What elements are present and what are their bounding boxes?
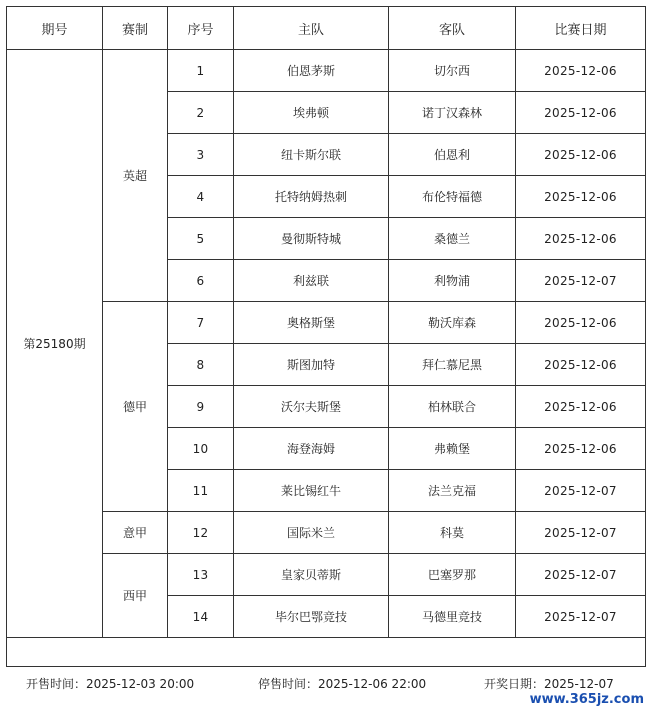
open-time: 开售时间：2025-12-03 20:00 bbox=[26, 677, 195, 691]
match-no: 5 bbox=[168, 218, 234, 260]
home-team: 埃弗顿 bbox=[234, 92, 389, 134]
match-date: 2025-12-06 bbox=[516, 50, 646, 92]
away-team: 桑德兰 bbox=[389, 218, 516, 260]
match-date: 2025-12-06 bbox=[516, 386, 646, 428]
home-team: 斯图加特 bbox=[234, 344, 389, 386]
away-team: 拜仁慕尼黑 bbox=[389, 344, 516, 386]
match-no: 4 bbox=[168, 176, 234, 218]
match-no: 6 bbox=[168, 260, 234, 302]
match-no: 2 bbox=[168, 92, 234, 134]
match-no: 12 bbox=[168, 512, 234, 554]
home-team: 国际米兰 bbox=[234, 512, 389, 554]
away-team: 柏林联合 bbox=[389, 386, 516, 428]
close-time: 停售时间：2025-12-06 22:00 bbox=[258, 677, 427, 691]
home-team: 毕尔巴鄂竞技 bbox=[234, 596, 389, 638]
header-date: 比赛日期 bbox=[516, 7, 646, 50]
site-watermark: www.365jz.com bbox=[529, 692, 644, 707]
match-no: 1 bbox=[168, 50, 234, 92]
league-cell-la-liga: 西甲 bbox=[103, 554, 168, 638]
header-home: 主队 bbox=[234, 7, 389, 50]
match-date: 2025-12-06 bbox=[516, 428, 646, 470]
match-date: 2025-12-07 bbox=[516, 470, 646, 512]
league-cell-serie-a: 意甲 bbox=[103, 512, 168, 554]
away-team: 法兰克福 bbox=[389, 470, 516, 512]
away-team: 布伦特福德 bbox=[389, 176, 516, 218]
home-team: 皇家贝蒂斯 bbox=[234, 554, 389, 596]
match-date: 2025-12-06 bbox=[516, 218, 646, 260]
match-no: 8 bbox=[168, 344, 234, 386]
away-team: 诺丁汉森林 bbox=[389, 92, 516, 134]
match-date: 2025-12-06 bbox=[516, 176, 646, 218]
issue-cell: 第25180期 bbox=[7, 50, 103, 638]
away-team: 利物浦 bbox=[389, 260, 516, 302]
table-row bbox=[7, 50, 646, 92]
away-team: 巴塞罗那 bbox=[389, 554, 516, 596]
match-date: 2025-12-06 bbox=[516, 344, 646, 386]
match-date: 2025-12-06 bbox=[516, 302, 646, 344]
match-no: 3 bbox=[168, 134, 234, 176]
match-no: 13 bbox=[168, 554, 234, 596]
match-date: 2025-12-07 bbox=[516, 596, 646, 638]
table-row bbox=[7, 554, 646, 596]
home-team: 托特纳姆热刺 bbox=[234, 176, 389, 218]
away-team: 弗赖堡 bbox=[389, 428, 516, 470]
match-no: 11 bbox=[168, 470, 234, 512]
match-date: 2025-12-07 bbox=[516, 512, 646, 554]
away-team: 伯恩利 bbox=[389, 134, 516, 176]
blank-cell bbox=[7, 638, 646, 667]
match-no: 10 bbox=[168, 428, 234, 470]
match-no: 14 bbox=[168, 596, 234, 638]
away-team: 科莫 bbox=[389, 512, 516, 554]
home-team: 纽卡斯尔联 bbox=[234, 134, 389, 176]
header-league: 赛制 bbox=[103, 7, 168, 50]
home-team: 利兹联 bbox=[234, 260, 389, 302]
away-team: 切尔西 bbox=[389, 50, 516, 92]
blank-row bbox=[7, 638, 646, 667]
league-cell-epl: 英超 bbox=[103, 50, 168, 302]
header-row bbox=[7, 7, 646, 50]
home-team: 莱比锡红牛 bbox=[234, 470, 389, 512]
match-date: 2025-12-07 bbox=[516, 554, 646, 596]
home-team: 奥格斯堡 bbox=[234, 302, 389, 344]
schedule-sheet bbox=[6, 6, 645, 692]
draw-date: 开奖日期：2025-12-07 bbox=[484, 677, 614, 691]
match-no: 9 bbox=[168, 386, 234, 428]
match-no: 7 bbox=[168, 302, 234, 344]
home-team: 海登海姆 bbox=[234, 428, 389, 470]
league-cell-bundesliga: 德甲 bbox=[103, 302, 168, 512]
away-team: 勒沃库森 bbox=[389, 302, 516, 344]
match-date: 2025-12-06 bbox=[516, 134, 646, 176]
away-team: 马德里竞技 bbox=[389, 596, 516, 638]
home-team: 沃尔夫斯堡 bbox=[234, 386, 389, 428]
table-row bbox=[7, 302, 646, 344]
match-schedule-table bbox=[6, 6, 646, 667]
match-date: 2025-12-07 bbox=[516, 260, 646, 302]
header-index: 序号 bbox=[168, 7, 234, 50]
header-issue: 期号 bbox=[7, 7, 103, 50]
header-away: 客队 bbox=[389, 7, 516, 50]
home-team: 曼彻斯特城 bbox=[234, 218, 389, 260]
match-date: 2025-12-06 bbox=[516, 92, 646, 134]
home-team: 伯恩茅斯 bbox=[234, 50, 389, 92]
table-row bbox=[7, 512, 646, 554]
